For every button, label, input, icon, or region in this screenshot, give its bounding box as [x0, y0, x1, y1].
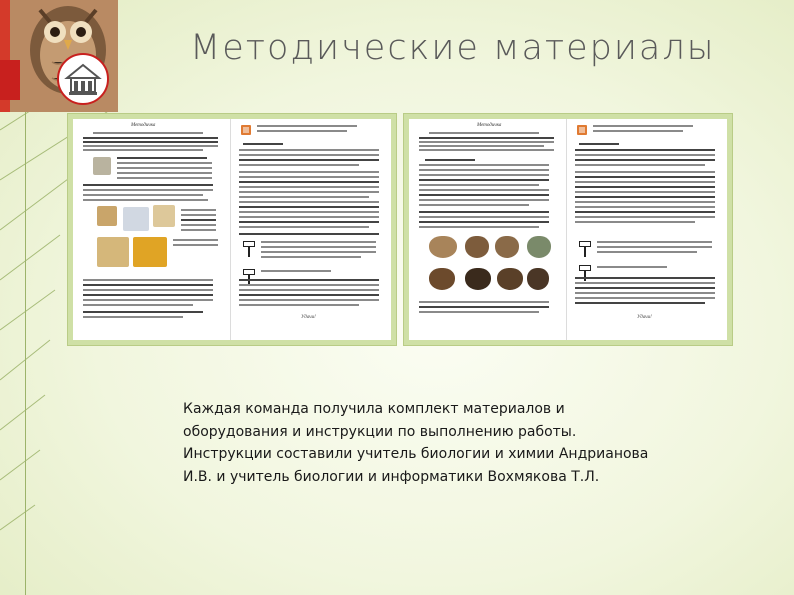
caption-line: Инструкции составили учитель биологии и химии Андрианова	[183, 446, 649, 462]
document-heading: Методичка	[131, 123, 156, 128]
caption-line: Каждая команда получила комплект материалов и	[183, 401, 565, 417]
flag-icon	[243, 241, 255, 257]
pdf-icon	[577, 125, 587, 135]
document-page	[409, 119, 567, 340]
pdf-icon	[241, 125, 251, 135]
document-image-right	[404, 114, 732, 345]
slide-title: Методические материалы	[190, 28, 716, 68]
owl-logo-icon	[0, 0, 118, 112]
document-page	[231, 119, 391, 340]
document-footer: Удачи!	[637, 315, 652, 320]
document-footer: Удачи!	[301, 315, 316, 320]
document-page	[73, 119, 231, 340]
document-image-left	[68, 114, 396, 345]
flag-icon	[579, 241, 591, 257]
flag-icon	[243, 269, 255, 285]
document-page	[567, 119, 727, 340]
caption-line: оборудования и инструкции по выполнению работы.	[183, 423, 577, 440]
document-heading: Методичка	[477, 123, 502, 128]
caption-text	[183, 398, 663, 488]
school-house-icon	[56, 52, 110, 106]
caption-line: И.В. и учитель биологии и информатики Вохмякова Т.Л.	[183, 468, 600, 485]
